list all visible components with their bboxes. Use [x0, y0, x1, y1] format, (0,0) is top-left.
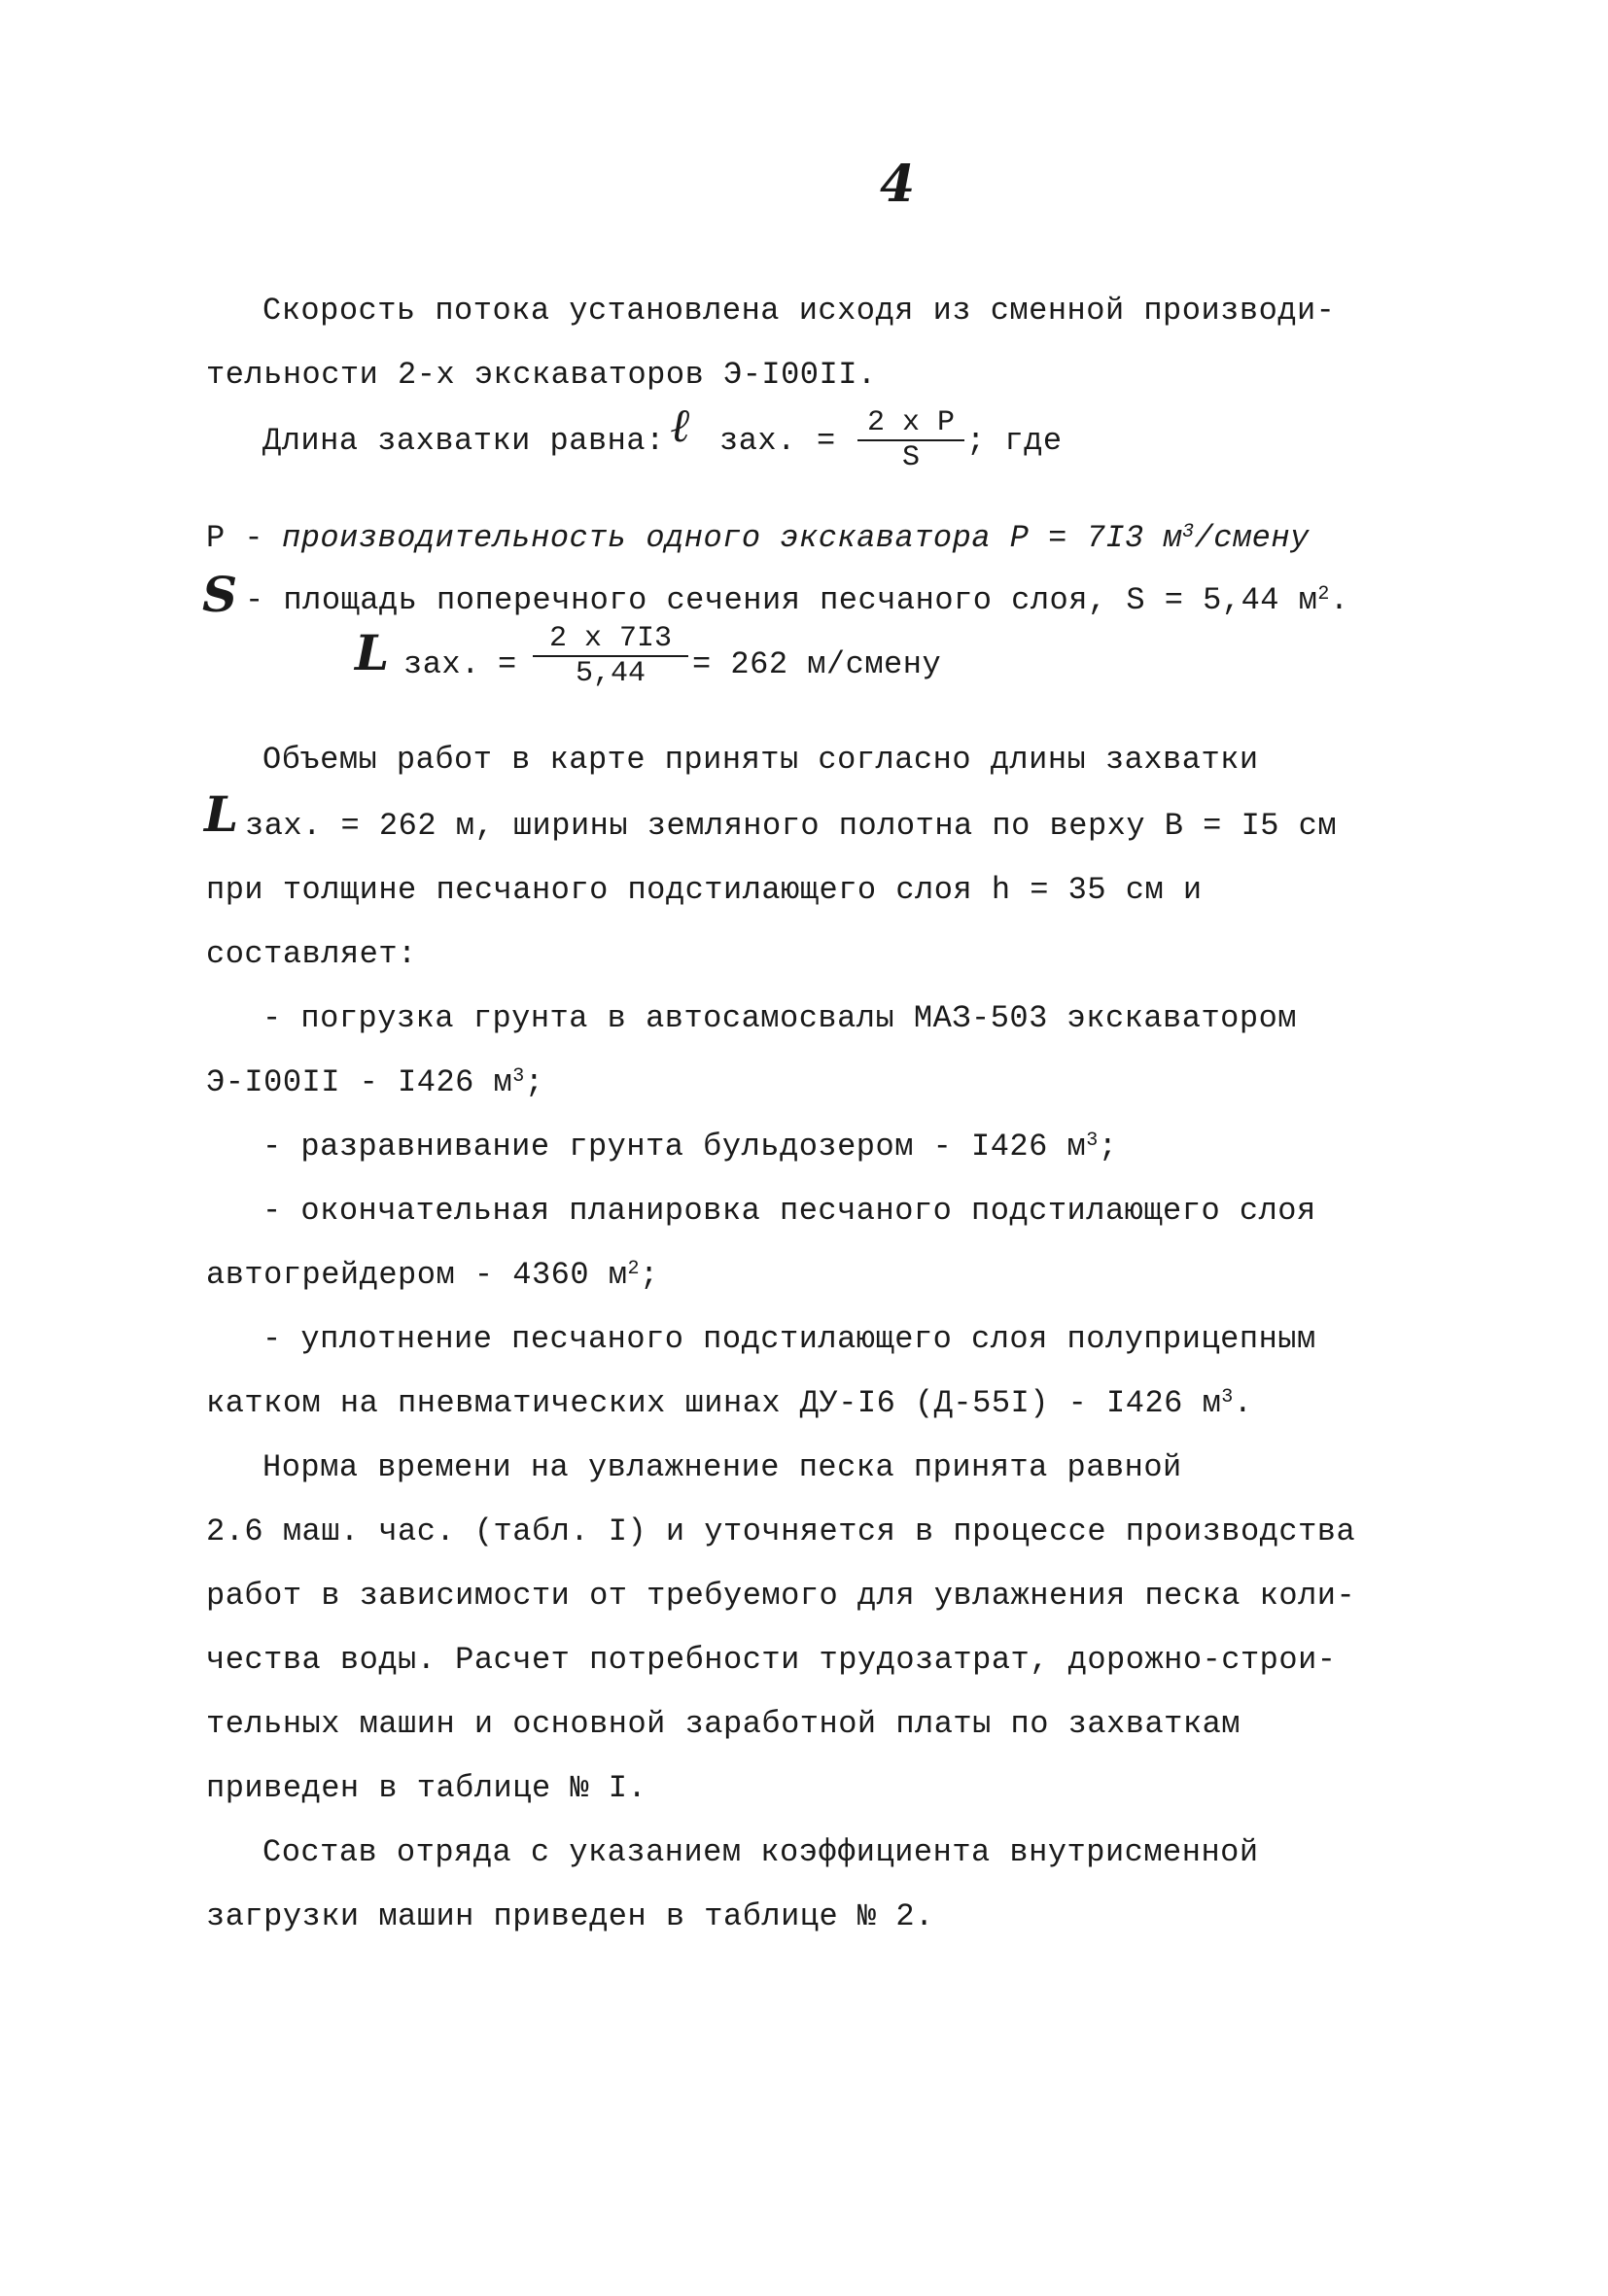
item1-tail: ;: [524, 1064, 544, 1100]
item3-text: автогрейдером - 4360 м: [206, 1257, 628, 1293]
item1-line2: [206, 1063, 543, 1102]
formula2-fraction: [533, 622, 688, 690]
para2-line2: зах. = 262 м, ширины земляного полотна по верху B = I5 см: [245, 808, 1338, 844]
formula2-equals: =: [498, 646, 517, 682]
def-s-line: [245, 581, 1349, 620]
item4-line2: [206, 1384, 1252, 1423]
item3-tail: ;: [639, 1257, 659, 1293]
para2-line1: Объемы работ в карте приняты согласно длины захватки: [262, 742, 1259, 778]
para1-line1: Скорость потока установлена исходя из сменной производи-: [262, 293, 1336, 329]
def-p-sup: 3: [1182, 521, 1195, 543]
def-p-line: [282, 519, 1310, 558]
para1-line2: тельности 2-х экскаваторов Э-I00II.: [206, 357, 877, 393]
item4-tail: .: [1233, 1385, 1253, 1421]
para2-line3: при толщине песчаного подстилающего слоя h = 35 см и: [206, 872, 1203, 908]
item4-sup: 3: [1221, 1386, 1234, 1409]
formula1-denominator: S: [901, 441, 920, 474]
formula1-suffix: ; где: [966, 423, 1063, 459]
para3-line4: чества воды. Расчет потребности трудозатрат, дорожно-строи-: [206, 1642, 1337, 1678]
formula2-subscript: зах.: [403, 646, 480, 682]
formula1-subscript: зах.: [719, 423, 796, 459]
para3-line2: 2.6 маш. час. (табл. I) и уточняется в процессе производства: [206, 1513, 1356, 1549]
def-s-sup: 2: [1317, 583, 1330, 606]
para2-symbol: L: [204, 785, 239, 843]
item2-sup: 3: [1086, 1130, 1099, 1152]
item1-line1: - погрузка грунта в автосамосвалы МАЗ-503 экскаватором: [262, 1000, 1297, 1036]
formula1-fraction: [857, 406, 964, 474]
item2-text: - разравнивание грунта бульдозером - I426 м: [262, 1129, 1087, 1165]
def-s-text: - площадь поперечного сечения песчаного слоя, S = 5,44 м: [245, 582, 1318, 618]
para2-line4: составляет:: [206, 936, 417, 972]
para3-line3: работ в зависимости от требуемого для увлажнения песка коли-: [206, 1578, 1356, 1614]
para3-line5: тельных машин и основной заработной платы по захваткам: [206, 1706, 1241, 1742]
item1-text: Э-I00II - I426 м: [206, 1064, 513, 1100]
item3-line2: [206, 1256, 659, 1295]
formula2-symbol: L: [355, 624, 390, 681]
item4-text: катком на пневматических шинах ДУ-I6 (Д-55I) - I426 м: [206, 1385, 1222, 1421]
item3-line1: - окончательная планировка песчаного подстилающего слоя: [262, 1193, 1316, 1229]
para3-line6: приведен в таблице № I.: [206, 1770, 647, 1806]
formula1-symbol: ℓ: [671, 399, 692, 453]
item1-sup: 3: [512, 1065, 525, 1088]
def-s-tail: .: [1329, 582, 1349, 618]
def-s-symbol: S: [202, 566, 238, 623]
item2-line1: [262, 1128, 1117, 1166]
formula1-prefix: Длина захватки равна:: [262, 423, 665, 459]
def-p-text: производительность одного экскаватора P = 7I3 м: [282, 520, 1183, 556]
para4-line2: загрузки машин приведен в таблице № 2.: [206, 1898, 934, 1934]
formula1-equals: =: [817, 423, 836, 459]
item2-tail: ;: [1098, 1129, 1118, 1165]
def-p-tail: /смену: [1194, 520, 1310, 556]
def-p-prefix: P -: [206, 520, 264, 556]
formula2-denominator: 5,44: [575, 657, 646, 690]
formula2-numerator: 2 x 7I3: [533, 622, 688, 657]
page-number: 4: [880, 155, 916, 214]
formula2-result: = 262 м/смену: [692, 646, 942, 682]
para4-line1: Состав отряда с указанием коэффициента внутрисменной: [262, 1834, 1259, 1870]
para3-line1: Норма времени на увлажнение песка принята равной: [262, 1449, 1182, 1485]
item3-sup: 2: [627, 1258, 640, 1280]
formula1-numerator: 2 x P: [857, 406, 964, 441]
item4-line1: - уплотнение песчаного подстилающего слоя полуприцепным: [262, 1321, 1316, 1357]
